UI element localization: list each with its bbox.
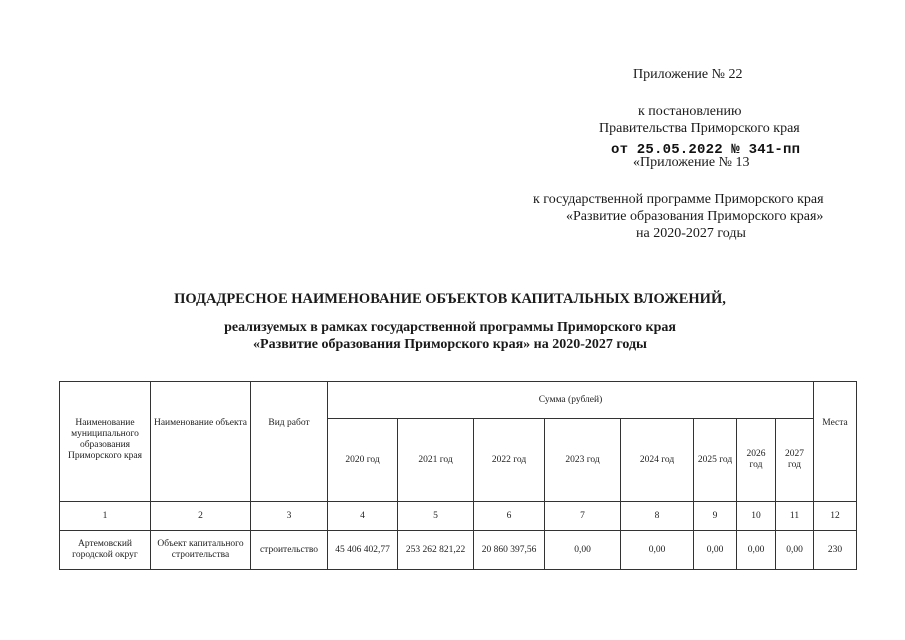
cell-amount: 253 262 821,22	[398, 531, 474, 570]
table-row	[60, 531, 857, 570]
column-number: 1	[60, 502, 151, 531]
header-year: 2026 год	[737, 419, 776, 502]
document-subtitle-line1: реализуемых в рамках государственной программы Приморского края	[224, 320, 676, 335]
cell-amount: 20 860 397,56	[474, 531, 545, 570]
resolution-ref: к постановлению	[638, 104, 742, 119]
column-number: 4	[328, 502, 398, 531]
capital-investment-table	[59, 381, 857, 570]
program-name: «Развитие образования Приморского края»	[566, 209, 824, 224]
column-number: 7	[545, 502, 621, 531]
column-number: 6	[474, 502, 545, 531]
cell-amount: 0,00	[694, 531, 737, 570]
column-number: 11	[776, 502, 814, 531]
column-number: 9	[694, 502, 737, 531]
document-subtitle-line2: «Развитие образования Приморского края» на 2020-2027 годы	[253, 337, 647, 352]
header-year: 2025 год	[694, 419, 737, 502]
column-number: 3	[251, 502, 328, 531]
appendix-number: Приложение № 22	[633, 67, 743, 82]
cell-object: Объект капитального строительства	[151, 531, 251, 570]
cell-work-type: строительство	[251, 531, 328, 570]
cell-municipality: Артемовский городской округ	[60, 531, 151, 570]
column-number: 12	[814, 502, 857, 531]
header-municipality: Наименование муниципального образования Приморского края	[60, 382, 151, 502]
column-number: 8	[621, 502, 694, 531]
header-year: 2020 год	[328, 419, 398, 502]
header-sum: Сумма (рублей)	[328, 382, 814, 419]
previous-appendix: «Приложение № 13	[633, 155, 750, 170]
header-work-type: Вид работ	[251, 382, 328, 502]
program-ref: к государственной программе Приморского края	[533, 192, 824, 207]
header-object: Наименование объекта	[151, 382, 251, 502]
cell-amount: 0,00	[776, 531, 814, 570]
column-number: 10	[737, 502, 776, 531]
cell-amount: 0,00	[621, 531, 694, 570]
column-number: 2	[151, 502, 251, 531]
header-year: 2022 год	[474, 419, 545, 502]
header-places: Места	[814, 382, 857, 502]
cell-amount: 0,00	[545, 531, 621, 570]
header-year: 2024 год	[621, 419, 694, 502]
date-number-stamp: от 25.05.2022 № 341-пп	[611, 142, 801, 158]
cell-places: 230	[814, 531, 857, 570]
header-year: 2023 год	[545, 419, 621, 502]
program-period: на 2020-2027 годы	[636, 226, 746, 241]
government-name: Правительства Приморского края	[599, 121, 800, 136]
cell-amount: 0,00	[737, 531, 776, 570]
column-number: 5	[398, 502, 474, 531]
document-title: ПОДАДРЕСНОЕ НАИМЕНОВАНИЕ ОБЪЕКТОВ КАПИТАЛЬНЫХ ВЛОЖЕНИЙ,	[174, 291, 726, 307]
header-year: 2021 год	[398, 419, 474, 502]
header-year: 2027 год	[776, 419, 814, 502]
cell-amount: 45 406 402,77	[328, 531, 398, 570]
